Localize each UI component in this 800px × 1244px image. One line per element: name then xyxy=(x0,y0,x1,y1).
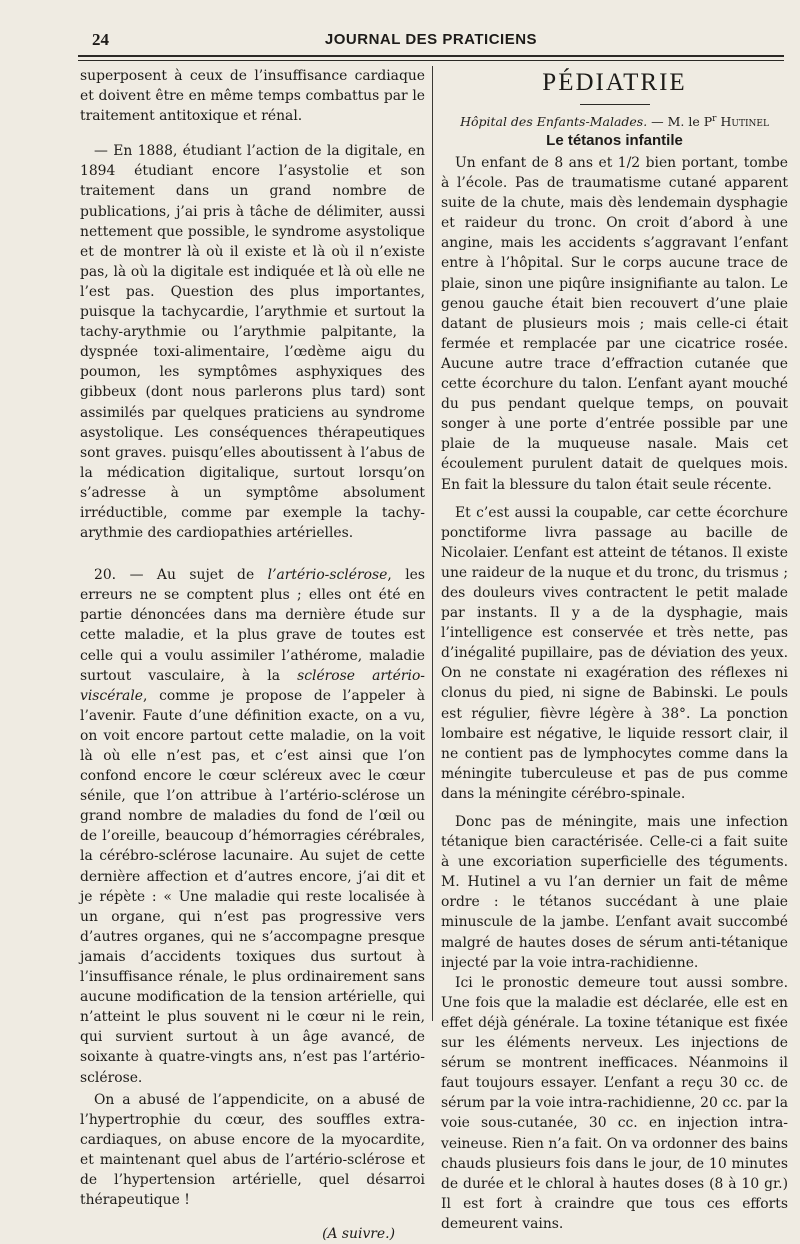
header-rule xyxy=(78,55,784,61)
right-column xyxy=(441,66,788,1234)
left-paragraph-1: superposent à ceux de l’insuffisance cardiaque et doivent être en même temps combattus par le traitement antitoxique et rénal. xyxy=(80,68,425,125)
page-header xyxy=(78,28,784,52)
right-paragraph-2: Et c’est aussi la coupable, car cette écorchure ponctiforme livra passage au bacille de Nicolaier. L’enfant est atteint de tétanos. Il existe une raideur de la nuque et du tronc, du trismus ; des douleurs vives contractent le petit malade par instants. Il y a de la dysphagie, mais l’intelligence est conservée et très nette, pas d’inégalité pupillaire, pas de déviation des yeux. On ne constate ni exagération des réflexes ni clonus du pied, ni signe de Babinski. Le pouls est régulier, fièvre légère à 38°. La ponction lombaire est négative, le liquide ressort clair, il ne contient pas de lymphocytes comme dans la méningite tuberculeuse et pas de pus comme dans la méningite cérébro-spinale. xyxy=(441,504,788,802)
section-title-rule xyxy=(580,104,650,105)
left-paragraph-3-c: , comme je propose de l’appeler à l’avenir. Faute d’une définition exacte, on a vu, on voit encore partout cette maladie, on la voit là où elle n’est pas, et c’est ainsi que l’on confond encore le cœur scléreux avec le cœur sénile, que l’on attribue à l’artério-sclérose un grand nombre de maladies du fond de l’œil ou de l’oreille, beaucoup d’hémorragies cérébrales, la cérébro-sclérose lacunaire. Au sujet de cette dernière affection et d’autres encore, j’ai dit et je répète : « Une maladie qui reste localisée à un organe, qui n’est pas progressive vers d’autres organes, qui ne s’accompagne presque jamais d’accidents toxiques dus surtout à l’insuffisance rénale, le plus ordinairement sans aucune modification de la tension artérielle, qui n’atteint le plus souvent ni le cœur ni le rein, qui survient surtout à un âge avancé, de soixante à quatre-vingts ans, n’est pas l’artério-sclérose. xyxy=(80,687,425,1086)
byline xyxy=(441,113,788,131)
byline-prefix: — M. le P xyxy=(647,114,713,129)
byline-hospital: Hôpital des Enfants-Malades. xyxy=(460,114,648,129)
byline-name: Hutinel xyxy=(720,114,769,129)
journal-title: JOURNAL DES PRATICIENS xyxy=(324,31,538,48)
left-paragraph-3-emphasis-2: sclérose artério-viscérale xyxy=(80,667,425,704)
left-paragraph-4: On a abusé de l’appendicite, on a abusé de l’hypertrophie du cœur, des souffles extra-cardiaques, on abuse encore de la myocardite, et maintenant quel abus de l’artério-sclérose et de l’hypertension artérielle, quel désarroi thérapeutique ! xyxy=(80,1091,425,1209)
left-paragraph-3-a: 20. — Au sujet de xyxy=(94,567,268,584)
right-paragraph-1: Un enfant de 8 ans et 1/2 bien portant, tombe à l’école. Pas de traumatisme cutané apparent suite de la chute, mais dès lendemain dysphagie et raideur du tronc. On croit d’abord à une angine, mais les accidents s’aggravant l’enfant entre à l’hôpital. Sur le corps aucune trace de plaie, sinon une piqûre insignifiante au talon. Le genou gauche était bien recouvert d’une plaie datant de plusieurs mois ; mais celle-ci était fermée et remplacée par une cicatrice rosée. Aucune autre trace d’effraction cutanée que cette écorchure du talon. L’enfant ayant mouché du pus pendant quelque temps, on pouvait songer à une porte d’entrée possible par une plaie de la muqueuse nasale. Mais cet écoulement purulent datait de quelques mois. En fait la blessure du talon était seule récente. xyxy=(441,155,788,493)
left-paragraph-3-emphasis-1: l’artério-sclérose xyxy=(267,567,388,584)
right-paragraph-4: Ici le pronostic demeure tout aussi sombre. Une fois que la maladie est déclarée, elle est en effet déjà générale. La toxine tétanique est fixée sur les éléments nerveux. Les injections de sérum se montrent inefficaces. Néanmoins il faut toujours essayer. L’enfant a reçu 30 cc. de sérum par la voie intra-rachidienne, 20 cc. par la voie sous-cutanée, 30 cc. en injection intra-veineuse. Rien n’a fait. On va ordonner des bains chauds plusieurs fois dans le jour, de 10 minutes de durée et le chloral à hautes doses (8 à 10 gr.) Il est fort à craindre que tous ces efforts demeurent vains. xyxy=(441,974,788,1232)
page-number: 24 xyxy=(92,30,109,49)
left-paragraph-2: — En 1888, étudiant l’action de la digitale, en 1894 étudiant encore l’asystolie et son traitement dans un grand nombre de publications, j’ai pris à tâche de délimiter, aussi nettement que possible, le syndrome asystolique et de montrer là où il existe et là où il n’existe pas, là où la digitale est indiquée et là où elle ne l’est pas. Question des plus importantes, puisque la tachycardie, l’arythmie et surtout la tachy-arythmie ou l’arythmie palpitante, la dyspnée toxi-alimentaire, l’œdème aigu du poumon, les symptômes asphyxiques des gibbeux (dont nous parlerons plus tard) sont assimilés par quelques praticiens au syndrome asystolique. Les conséquences thérapeutiques sont graves. puisqu’elles aboutissent à l’abus de la médication digitalique, surtout lorsqu’on s’adresse à un symptôme absolument irréductible, comme par exemple la tachy-arythmie des cardiopathies artérielles. xyxy=(80,143,425,542)
byline-superscript: r xyxy=(712,113,717,124)
left-paragraph-3-b: , les erreurs ne se comptent plus ; elles ont été en partie dénoncées dans ma dernière étude sur cette maladie, et la plus grave de toutes est celle qui a voulu assimiler l’athérome, maladie surtout vasculaire, à la xyxy=(80,567,425,684)
left-column xyxy=(80,66,425,1244)
column-divider xyxy=(432,66,433,1021)
article-title: Le tétanos infantile xyxy=(546,132,683,149)
to-be-continued: (A suivre.) xyxy=(322,1226,395,1243)
right-paragraph-3: Donc pas de méningite, mais une infection tétanique bien caractérisée. Celle-ci a fait suite à une excoriation superficielle des téguments. M. Hutinel a vu l’an dernier un fait de même ordre : le tétanos succédant à une plaie minuscule de la jambe. L’enfant avait succombé malgré de hautes doses de sérum anti-tétanique injecté par la voie intra-rachidienne. xyxy=(441,814,788,971)
section-title: PÉDIATRIE xyxy=(542,69,687,96)
left-paragraph-3 xyxy=(80,565,425,1087)
